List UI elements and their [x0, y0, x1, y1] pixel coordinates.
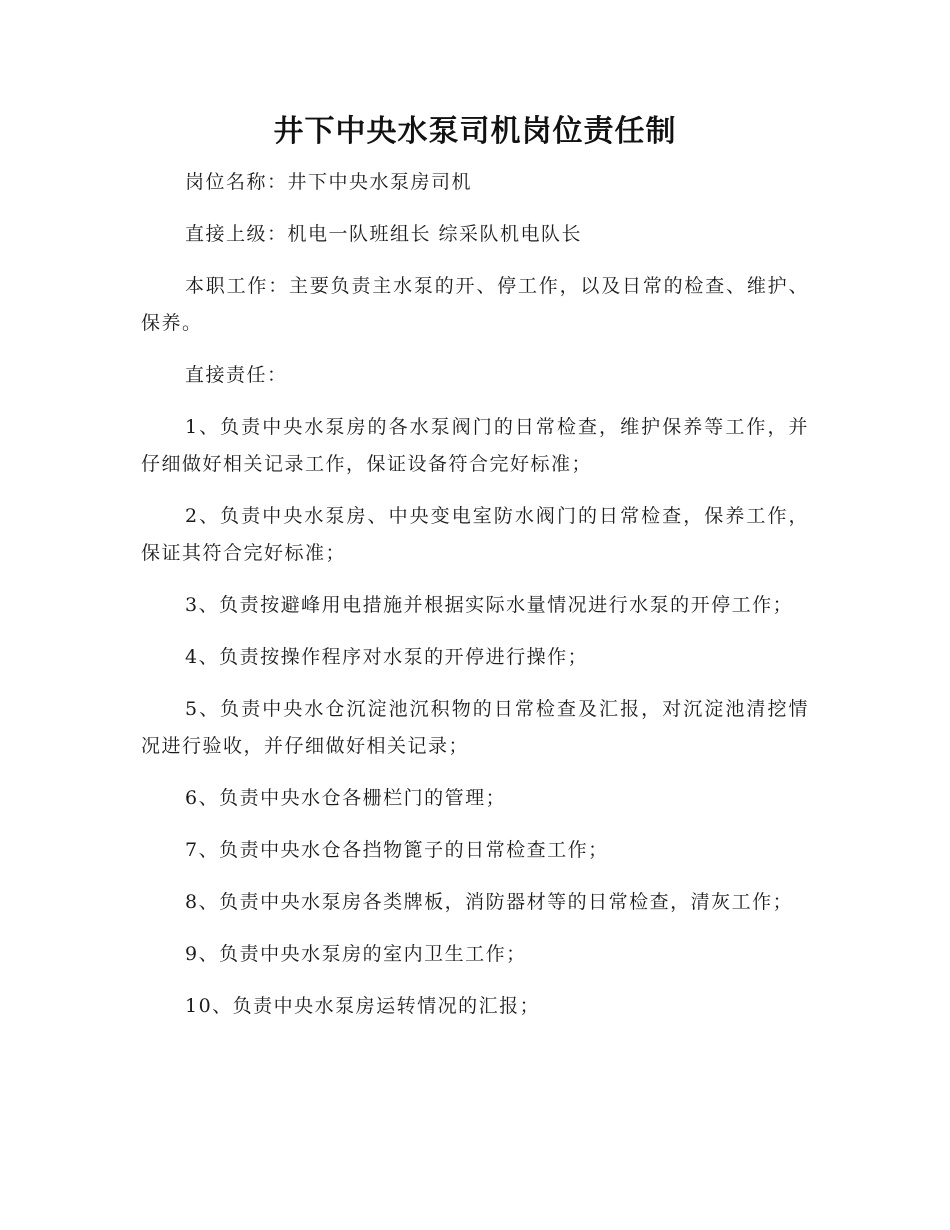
list-item: 9、负责中央水泵房的室内卫生工作； — [185, 943, 527, 965]
list-item: 4、负责按操作程序对水泵的开停进行操作； — [185, 646, 589, 668]
paragraph-position-name: 岗位名称：井下中央水泵房司机 — [185, 171, 473, 193]
list-item: 10、负责中央水泵房运转情况的汇报； — [185, 995, 541, 1017]
paragraph-direct-responsibility-heading: 直接责任： — [185, 364, 288, 386]
list-item: 7、负责中央水仓各挡物篦子的日常检查工作； — [185, 839, 609, 861]
document-title: 井下中央水泵司机岗位责任制 — [273, 114, 677, 149]
list-item: 8、负责中央水泵房各类牌板，消防器材等的日常检查，清灰工作； — [185, 891, 794, 913]
list-item: 2、负责中央水泵房、中央变电室防水阀门的日常检查，保养工作，保证其符合完好标准； — [141, 505, 809, 564]
list-item: 3、负责按避峰用电措施并根据实际水量情况进行水泵的开停工作； — [185, 594, 794, 616]
paragraph-main-duty: 本职工作：主要负责主水泵的开、停工作，以及日常的检查、维护、保养。 — [141, 275, 809, 334]
document-body — [141, 164, 809, 1040]
list-item: 1、负责中央水泵房的各水泵阀门的日常检查，维护保养等工作，并仔细做好相关记录工作，保证设备符合完好标准； — [141, 416, 809, 475]
paragraph-direct-superior: 直接上级：机电一队班组长 综采队机电队长 — [185, 223, 583, 245]
list-item: 6、负责中央水仓各栅栏门的管理； — [185, 787, 507, 809]
list-item: 5、负责中央水仓沉淀池沉积物的日常检查及汇报，对沉淀池清挖情况进行验收，并仔细做好相关记录； — [141, 698, 809, 757]
